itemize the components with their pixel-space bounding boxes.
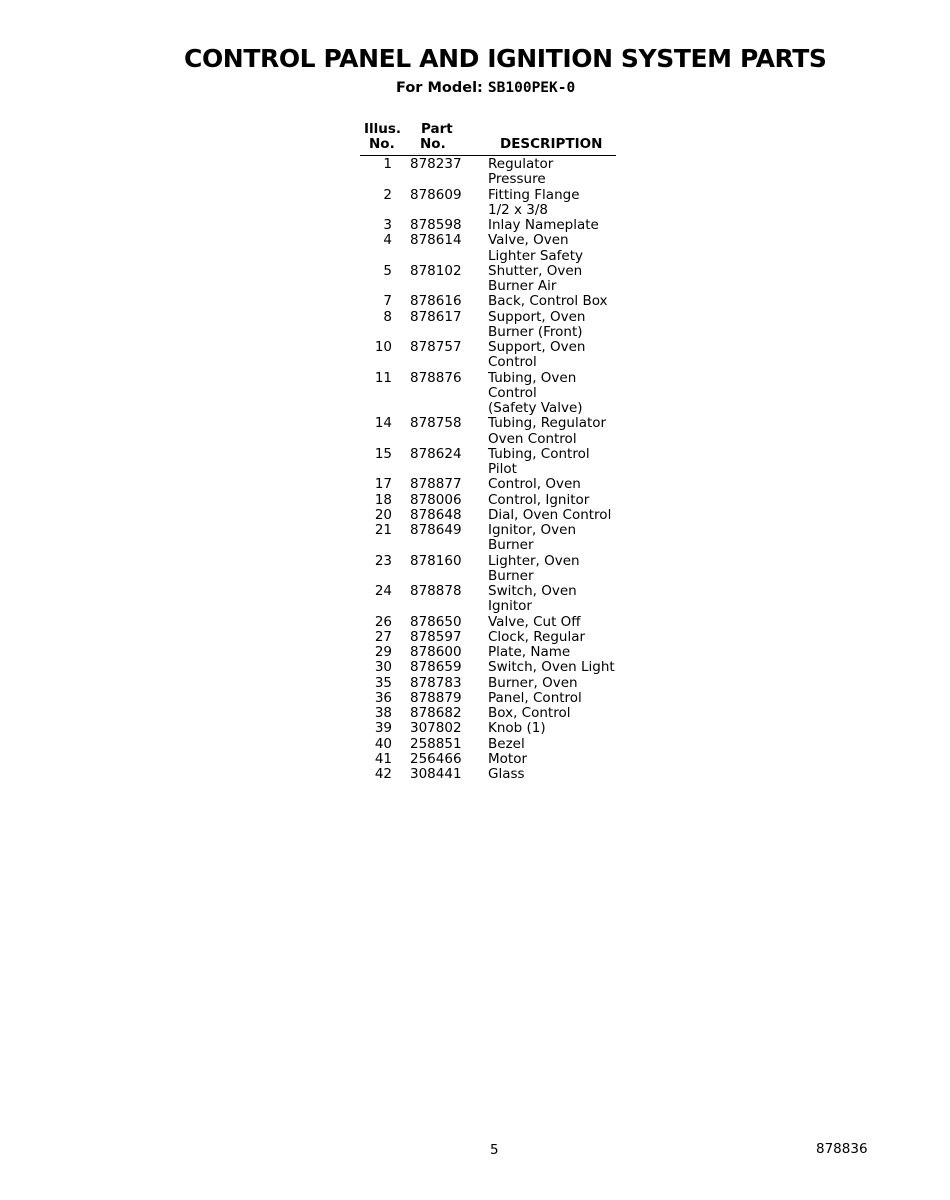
part-number: 878649: [410, 522, 462, 538]
part-number: 878757: [410, 339, 462, 355]
part-number: 878877: [410, 476, 462, 493]
page-title: CONTROL PANEL AND IGNITION SYSTEM PARTS: [184, 44, 827, 73]
part-number: 307802: [410, 720, 462, 737]
description-line: Panel, Control: [488, 689, 582, 706]
description-line: Tubing, Oven: [488, 369, 577, 386]
part-description: [470, 416, 606, 447]
part-description: [470, 554, 580, 585]
illus-number: 26: [374, 613, 392, 630]
description-line: Back, Control Box: [488, 293, 608, 310]
col-illus-label-line1: Illus.: [364, 121, 402, 137]
part-description: [470, 630, 585, 645]
col-part-label-line1: Part: [421, 121, 453, 137]
parts-table-header: [360, 121, 616, 156]
description-line: Switch, Oven Light: [488, 659, 615, 676]
part-number: 878659: [410, 659, 462, 676]
model-label: For Model:: [396, 80, 483, 96]
table-row: [360, 493, 630, 508]
part-number: 878237: [410, 156, 462, 172]
part-description: [470, 340, 585, 371]
part-description: [470, 676, 578, 691]
part-number: 878876: [410, 369, 462, 386]
illus-number: 10: [374, 339, 392, 355]
illus-number: 41: [374, 750, 392, 767]
illus-number: 5: [383, 262, 392, 279]
table-row: [360, 615, 630, 630]
table-row: [360, 630, 630, 645]
table-row: [360, 676, 630, 691]
illus-number: 42: [374, 766, 392, 782]
table-row: [360, 188, 630, 219]
table-row: [360, 416, 630, 447]
description-line: Burner: [488, 567, 534, 584]
part-number: 878600: [410, 644, 462, 660]
part-number: 878758: [410, 415, 462, 432]
part-description: [470, 645, 570, 660]
part-description: [470, 721, 546, 736]
illus-number: 20: [374, 506, 392, 523]
description-line: Control, Oven: [488, 476, 581, 493]
description-line: Control: [488, 354, 537, 371]
description-line: Oven Control: [488, 430, 577, 447]
illus-number: 14: [374, 415, 392, 432]
part-description: [470, 477, 581, 492]
description-line: Burner, Oven: [488, 674, 578, 691]
part-number: 878682: [410, 705, 462, 721]
part-number: 878879: [410, 689, 462, 706]
table-row: [360, 294, 630, 309]
table-row: [360, 310, 630, 341]
description-line: Control, Ignitor: [488, 491, 590, 508]
description-line: Lighter, Oven: [488, 552, 580, 569]
part-description: [470, 447, 590, 478]
description-line: Valve, Cut Off: [488, 613, 581, 630]
description-line: Inlay Nameplate: [488, 217, 599, 233]
part-description: [470, 371, 583, 417]
part-number: 878609: [410, 186, 462, 203]
table-row: [360, 371, 630, 417]
illus-number: 15: [374, 445, 392, 462]
part-description: [470, 508, 611, 523]
description-line: Knob (1): [488, 720, 546, 737]
table-row: [360, 233, 630, 264]
col-part-label-line2: No.: [420, 136, 446, 152]
model-subtitle: [396, 80, 575, 96]
illus-number: 21: [374, 522, 392, 538]
description-line: Bezel: [488, 735, 525, 752]
part-description: [470, 691, 582, 706]
description-line: (Safety Valve): [488, 400, 583, 416]
description-line: Pilot: [488, 461, 517, 477]
description-line: Ignitor, Oven: [488, 522, 577, 538]
description-line: Lighter Safety: [488, 247, 584, 264]
part-number: 878614: [410, 232, 462, 249]
description-line: Regulator: [488, 156, 554, 172]
illus-number: 8: [383, 308, 392, 325]
part-description: [470, 660, 615, 675]
part-description: [470, 523, 576, 554]
table-row: [360, 508, 630, 523]
part-number: 258851: [410, 735, 462, 752]
part-number: 308441: [410, 766, 462, 782]
description-line: Clock, Regular: [488, 628, 586, 645]
illus-number: 1: [383, 156, 392, 172]
table-row: [360, 767, 630, 782]
description-line: Burner: [488, 537, 534, 554]
illus-number: 36: [374, 689, 392, 706]
description-line: Ignitor: [488, 598, 532, 615]
illus-number: 2: [383, 186, 392, 203]
parts-table-body: [360, 157, 630, 782]
description-line: Glass: [488, 766, 525, 782]
illus-number: 4: [383, 232, 392, 249]
description-line: Switch, Oven: [488, 583, 577, 599]
illus-number: 18: [374, 491, 392, 508]
part-description: [470, 218, 599, 233]
illus-number: 7: [383, 293, 392, 310]
illus-number: 30: [374, 659, 392, 676]
table-row: [360, 340, 630, 371]
table-row: [360, 660, 630, 675]
table-row: [360, 554, 630, 585]
part-description: [470, 294, 608, 309]
table-row: [360, 447, 630, 478]
table-row: [360, 645, 630, 660]
document-number: 878836: [816, 1141, 868, 1157]
description-line: Control: [488, 384, 537, 401]
part-number: 878617: [410, 308, 462, 325]
illus-number: 40: [374, 735, 392, 752]
part-number: 878598: [410, 217, 462, 233]
table-row: [360, 752, 630, 767]
description-line: Pressure: [488, 171, 546, 188]
description-line: Burner Air: [488, 278, 557, 294]
description-line: Tubing, Regulator: [488, 415, 607, 432]
description-line: Plate, Name: [488, 644, 571, 660]
part-description: [470, 767, 525, 782]
description-line: Motor: [488, 750, 528, 767]
table-row: [360, 737, 630, 752]
description-line: Valve, Oven: [488, 232, 569, 249]
part-number: 878783: [410, 674, 462, 691]
illus-number: 24: [374, 583, 392, 599]
illus-number: 39: [374, 720, 392, 737]
description-line: Tubing, Control: [488, 445, 590, 462]
illus-number: 35: [374, 674, 392, 691]
part-description: [470, 188, 580, 219]
part-number: 878650: [410, 613, 462, 630]
page-number: 5: [490, 1142, 499, 1158]
description-line: Fitting Flange: [488, 186, 580, 203]
table-row: [360, 584, 630, 615]
part-description: [470, 615, 581, 630]
part-description: [470, 310, 585, 341]
illus-number: 3: [383, 217, 392, 233]
description-line: Support, Oven: [488, 308, 586, 325]
part-description: [470, 752, 527, 767]
part-description: [470, 493, 589, 508]
illus-number: 27: [374, 628, 392, 645]
table-row: [360, 721, 630, 736]
model-number: SB100PEK-0: [487, 80, 576, 96]
description-line: Box, Control: [488, 705, 571, 721]
table-row: [360, 477, 630, 492]
illus-number: 29: [374, 644, 392, 660]
illus-number: 38: [374, 705, 392, 721]
description-line: Shutter, Oven: [488, 262, 583, 279]
table-row: [360, 264, 630, 295]
description-line: Burner (Front): [488, 323, 583, 340]
part-number: 878624: [410, 445, 462, 462]
part-number: 878597: [410, 628, 462, 645]
table-row: [360, 706, 630, 721]
table-row: [360, 218, 630, 233]
table-row: [360, 691, 630, 706]
part-description: [470, 157, 553, 188]
part-description: [470, 706, 570, 721]
table-row: [360, 523, 630, 554]
illus-number: 11: [374, 369, 392, 386]
col-illus-label-line2: No.: [369, 136, 395, 152]
part-description: [470, 233, 583, 264]
description-line: Support, Oven: [488, 339, 586, 355]
part-description: [470, 584, 577, 615]
part-description: [470, 737, 525, 752]
part-number: 878878: [410, 583, 462, 599]
part-number: 878616: [410, 293, 462, 310]
part-description: [470, 264, 582, 295]
col-description-label: DESCRIPTION: [500, 136, 603, 152]
table-row: [360, 157, 630, 188]
illus-number: 23: [374, 552, 392, 569]
part-number: 878006: [410, 491, 462, 508]
description-line: 1/2 x 3/8: [488, 201, 549, 218]
part-number: 878160: [410, 552, 462, 569]
description-line: Dial, Oven Control: [488, 506, 612, 523]
illus-number: 17: [374, 476, 392, 493]
part-number: 878648: [410, 506, 462, 523]
part-number: 878102: [410, 262, 462, 279]
part-number: 256466: [410, 750, 462, 767]
